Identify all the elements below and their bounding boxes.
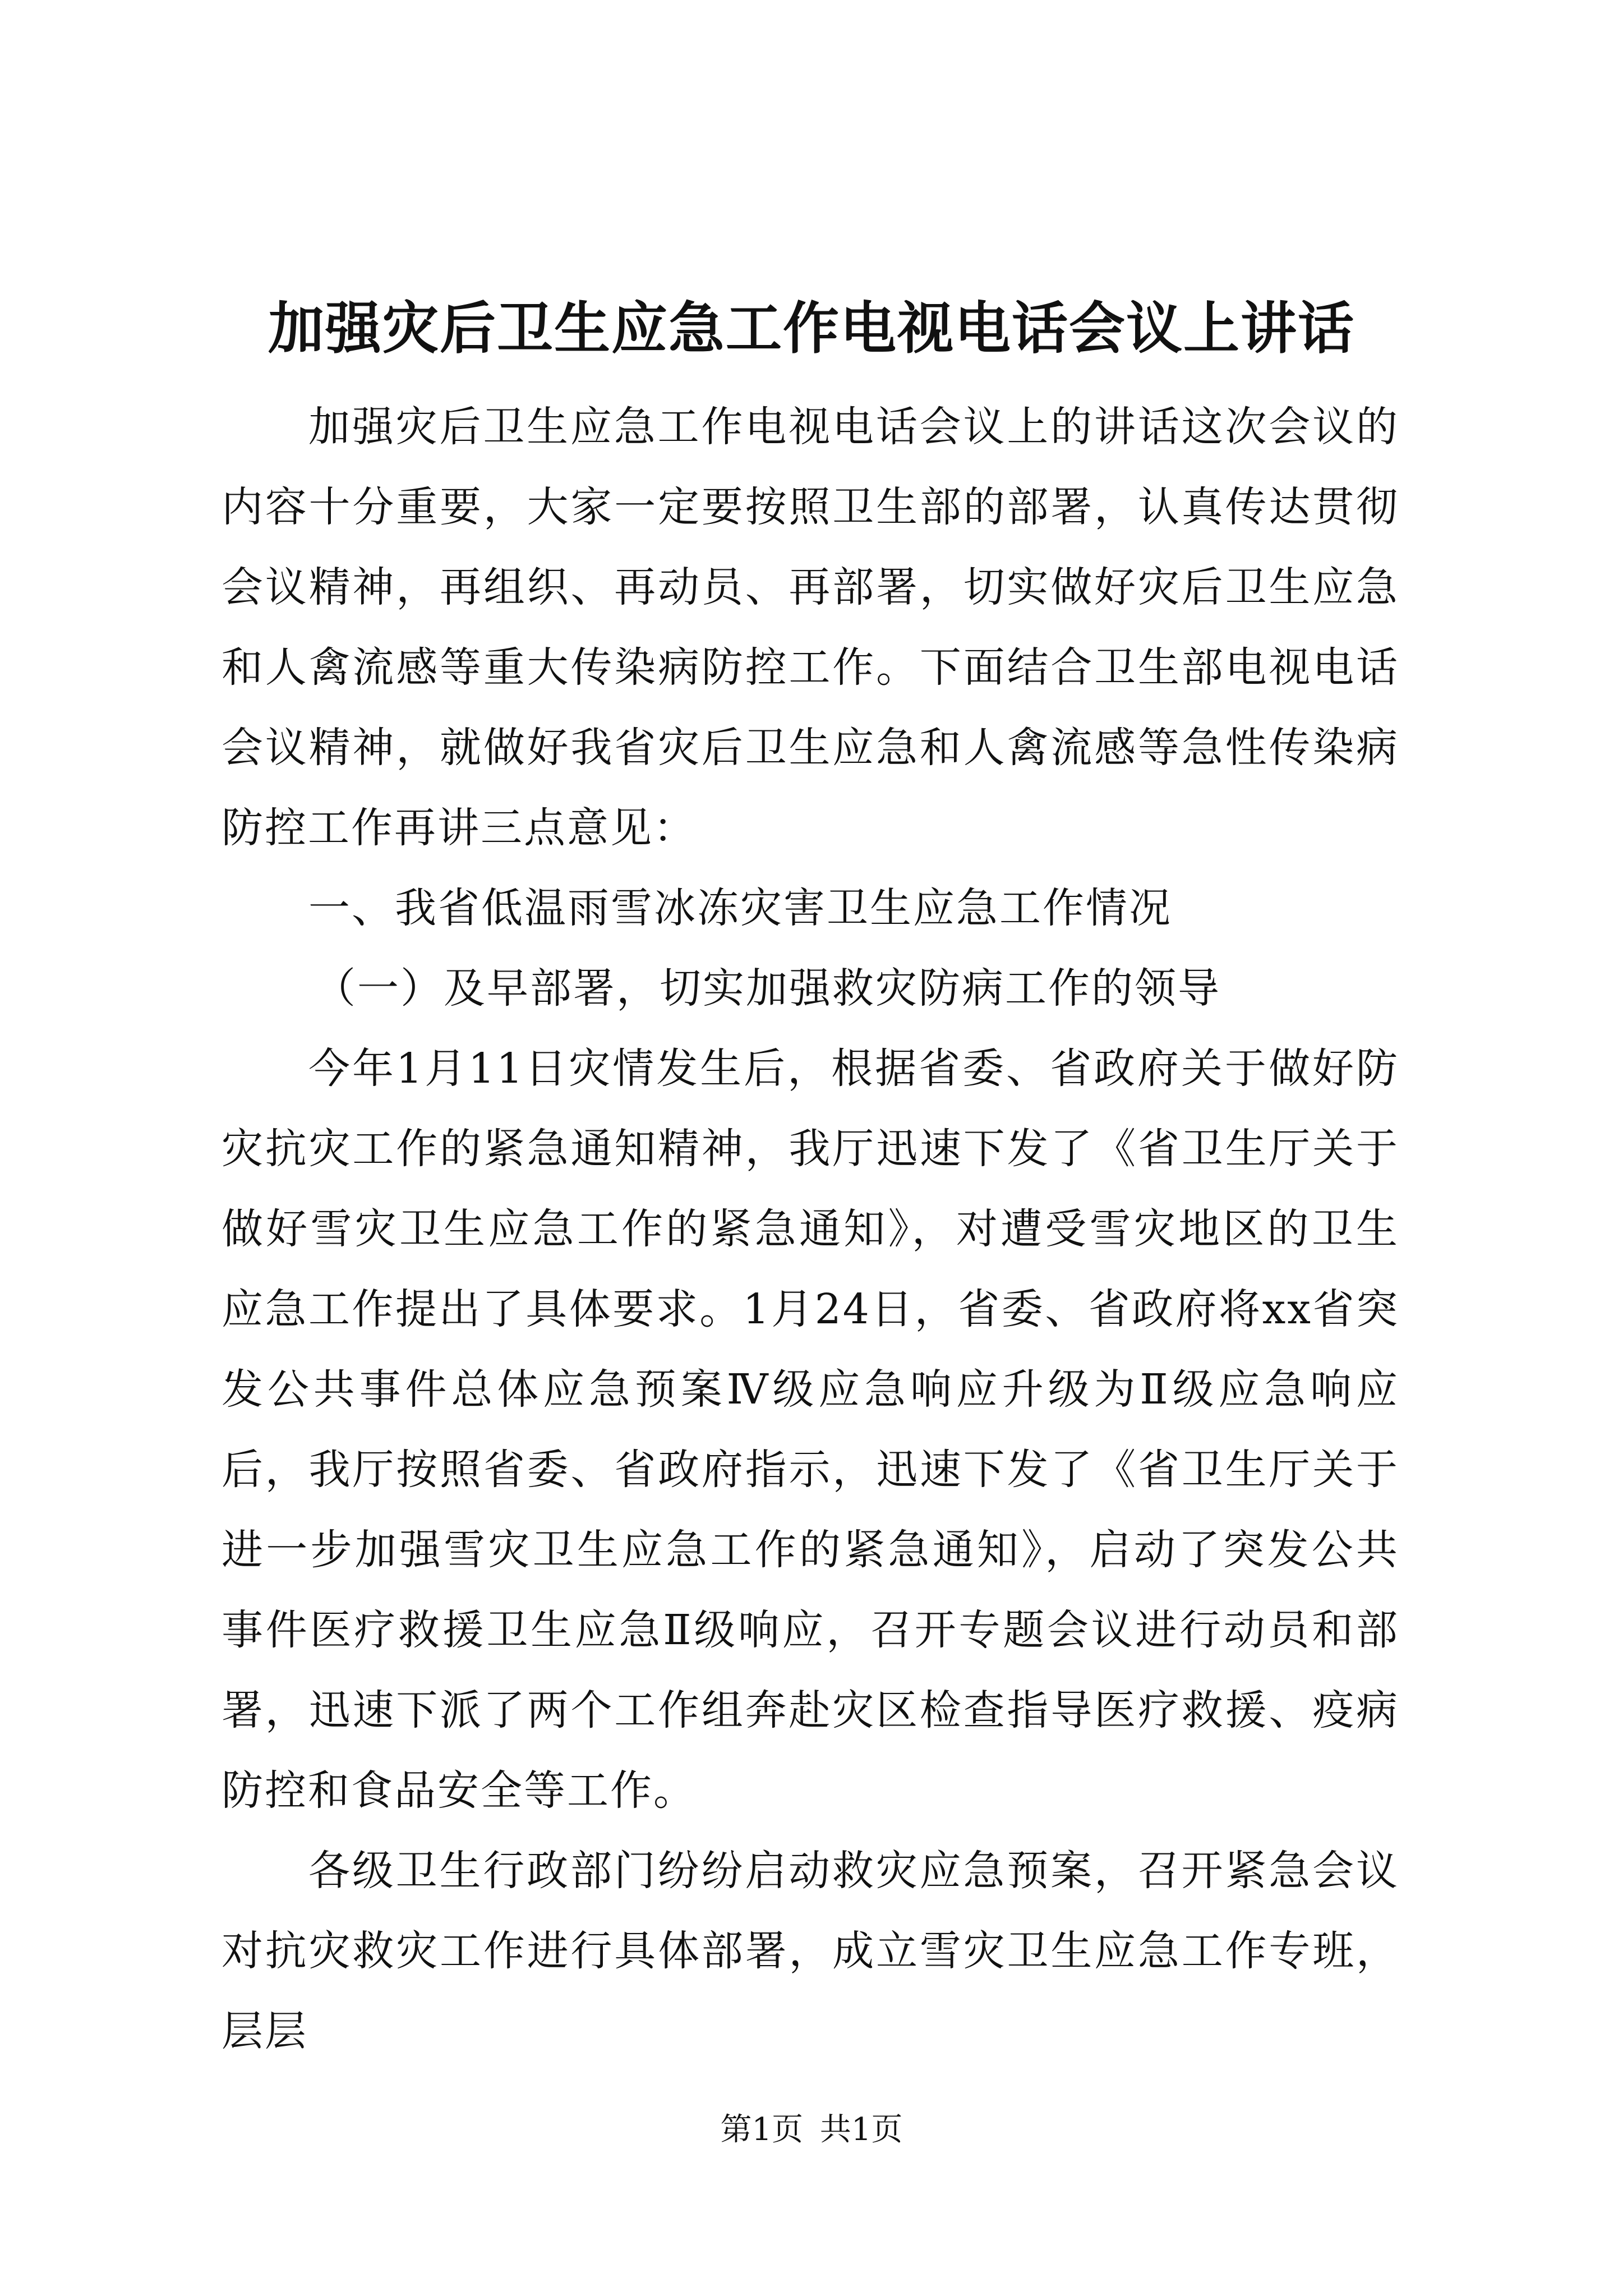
section-heading-1: 一、我省低温雨雪冰冻灾害卫生应急工作情况 <box>308 884 1172 932</box>
paragraph-intro: 加强灾后卫生应急工作电视电话会议上的讲话这次会议的内容十分重要，大家一定要按照卫生部的部署，认真传达贯彻会议精神，再组织、再动员、再部署，切实做好灾后卫生应急和人禽流感等重大传染病防控工作。下面结合卫生部电视电话会议精神，就做好我省灾后卫生应急和人禽流感等急性传染病防控工作再讲三点意见： <box>222 403 1399 852</box>
paragraph-departments: 各级卫生行政部门纷纷启动救灾应急预案，召开紧急会议对抗灾救灾工作进行具体部署，成立雪灾卫生应急工作专班，层层 <box>222 1847 1399 2055</box>
page-total: 共1页 <box>819 2111 903 2148</box>
document-title: 加强灾后卫生应急工作电视电话会议上讲话 <box>268 295 1355 361</box>
subsection-heading-1: （一）及早部署，切实加强救灾防病工作的领导 <box>314 964 1221 1013</box>
paragraph-response: 今年1月11日灾情发生后，根据省委、省政府关于做好防灾抗灾工作的紧急通知精神，我厅迅速下发了《省卫生厅关于做好雪灾卫生应急工作的紧急通知》，对遭受雪灾地区的卫生应急工作提出了具体要求。1月24日，省委、省政府将xx省突发公共事件总体应急预案Ⅳ级应急响应升级为Ⅱ级应急响应后，我厅按照省委、省政府指示，迅速下发了《省卫生厅关于进一步加强雪灾卫生应急工作的紧急通知》，启动了突发公共事件医疗救援卫生应急Ⅱ级响应，召开专题会议进行动员和部署，迅速下派了两个工作组奔赴灾区检查指导医疗救援、疫病防控和食品安全等工作。 <box>222 1045 1399 1815</box>
page-footer <box>0 2110 1623 2150</box>
page-number: 第1页 <box>720 2111 804 2148</box>
document-body <box>222 387 1399 2072</box>
